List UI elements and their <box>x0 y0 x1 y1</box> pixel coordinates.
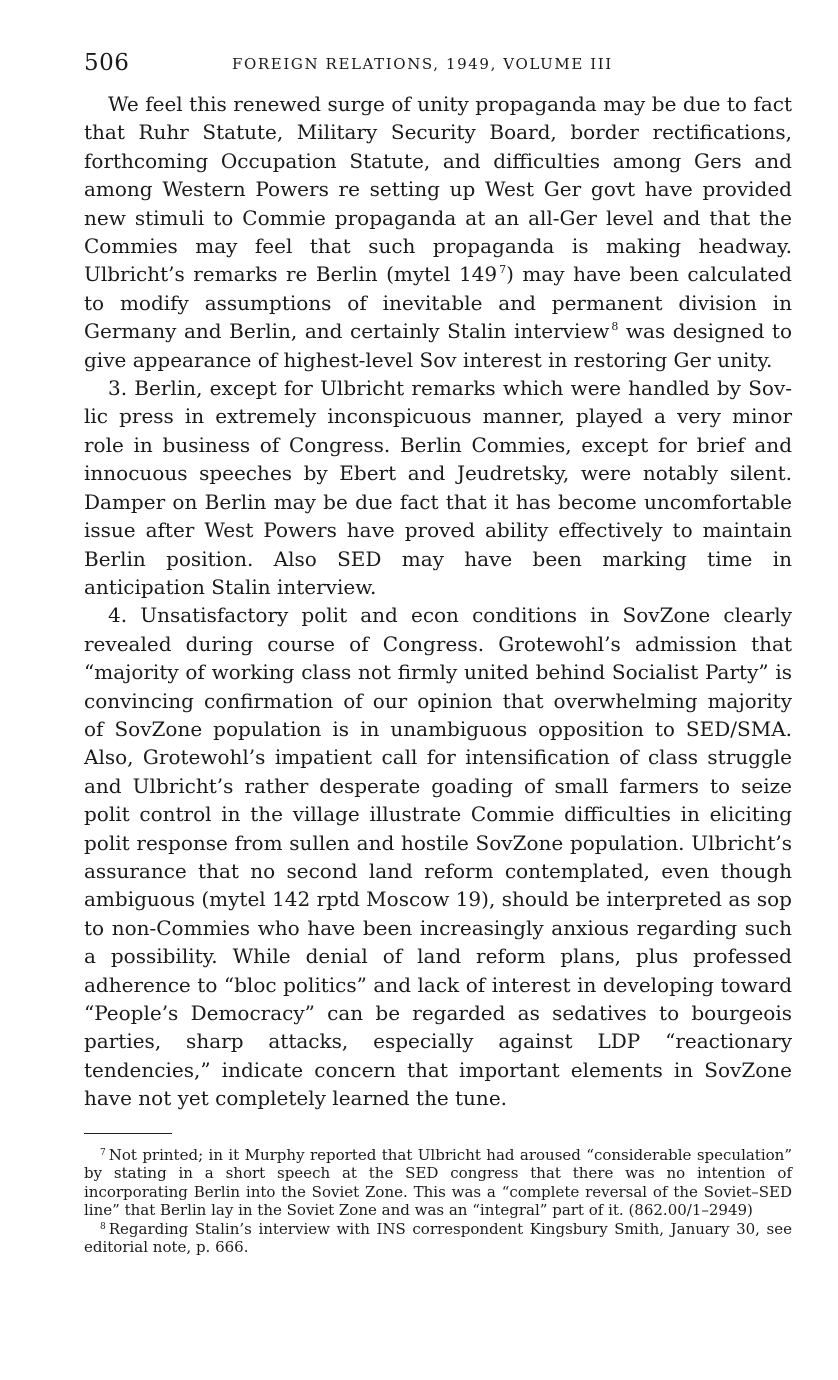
footnote-divider <box>84 1133 172 1134</box>
page-number: 506 <box>84 50 130 76</box>
paragraph-text: We feel this renewed surge of unity propaganda may be due to fact that Ruhr Statute, Military Security Board, border rectifications, forthcoming Occupation Statute, and difficulties among Gers and among Western Powers re setting up West Ger govt have provided new stimuli to Commie propaganda at an all-Ger level and that the Commies may feel that such propaganda is making headway. Ulbricht’s remarks re Berlin (mytel 149 <box>84 92 792 287</box>
footnote-text: Not printed; in it Murphy reported that Ulbricht had aroused “considerable speculation” by stating in a short speech at the SED congress that there was no intention of incorporating Berlin into the Soviet Zone. This was a “complete reversal of the Soviet–SED line” that Berlin lay in the Soviet Zone and was an “integral” part of it. (862.00/1–2949) <box>84 1145 792 1220</box>
footnote-mark: 7 <box>100 1147 106 1158</box>
footnote-text: Regarding Stalin’s interview with INS correspondent Kingsbury Smith, January 30, see editorial note, p. 666. <box>84 1219 792 1257</box>
paragraph-unity-propaganda <box>84 90 792 374</box>
footnote-reference: 8 <box>611 320 619 334</box>
paragraph-berlin: 3. Berlin, except for Ulbricht remarks which were handled by Sov-lic press in extremely inconspicuous manner, played a very minor role in business of Congress. Berlin Commies, except for brief and innocuous speeches by Ebert and Jeudretsky, were notably silent. Damper on Berlin may be due fact that it has become uncomfortable issue after West Powers have proved ability effectively to maintain Berlin position. Also SED may have been marking time in anticipation Stalin interview. <box>84 376 792 599</box>
running-title: FOREIGN RELATIONS, 1949, VOLUME III <box>232 55 613 73</box>
paragraph-text: ) may have been calculated to modify assumptions of inevitable and permanent division in Germany and Berlin, and certainly Stalin interview <box>84 262 792 344</box>
footnote-mark: 8 <box>100 1221 106 1232</box>
document-page <box>84 48 792 1257</box>
paragraph-sovzone-conditions: 4. Unsatisfactory polit and econ conditions in SovZone clearly revealed during course of Congress. Grotewohl’s admission that “majority of working class not firmly united behind Socialist Party” is convincing confirmation of our opinion that overwhelming majority of SovZone population is in unambiguous opposition to SED/SMA. Also, Grotewohl’s impatient call for intensification of class struggle and Ulbricht’s rather desperate goading of small farmers to seize polit control in the village illustrate Commie difficulties in eliciting polit response from sullen and hostile SovZone population. Ulbricht’s assurance that no second land reform contemplated, even though ambiguous (mytel 142 rptd Moscow 19), should be interpreted as sop to non-Commies who have been increasingly anxious regarding such a possibility. While denial of land reform plans, plus professed adherence to “bloc politics” and lack of interest in developing toward “People’s Democracy” can be regarded as sedatives to bourgeois parties, sharp attacks, especially against LDP “reactionary tendencies,” indicate concern that important elements in SovZone have not yet completely learned the tune. <box>84 603 792 1111</box>
running-header <box>84 48 792 84</box>
paragraph-text: was designed to give appearance of highest-level Sov interest in restoring Ger unity. <box>84 319 793 372</box>
footnote-reference: 7 <box>499 263 507 277</box>
footnotes <box>84 1146 792 1257</box>
body-text <box>84 90 792 1113</box>
footnote <box>84 1146 792 1220</box>
footnote <box>84 1220 792 1257</box>
